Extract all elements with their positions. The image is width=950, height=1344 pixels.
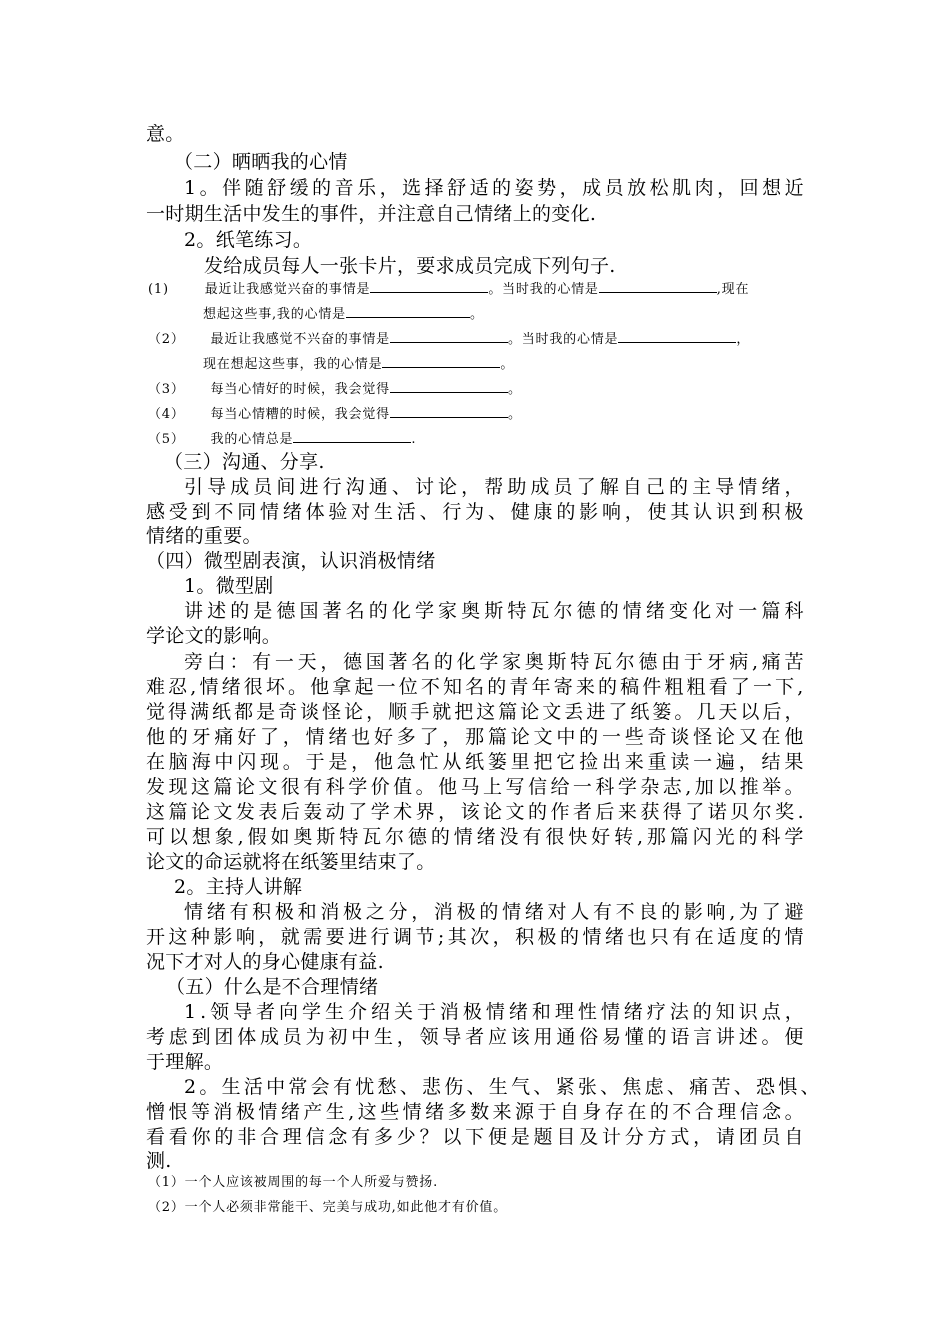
item-text: 最近让我感觉不兴奋的事情是 xyxy=(210,332,390,347)
text-line: 旁 白 ： 有 一 天 ， 德 国 著 名 的 化 学 家 奥 斯 特 瓦 尔 德 由 于 牙 病 , 痛 苦 xyxy=(184,651,804,673)
text-line: 发给成员每人一张卡片，要求成员完成下列句子. xyxy=(204,255,616,277)
text-line: 引 导 成 员 间 进 行 沟 通 、 讨 论 ， 帮 助 成 员 了 解 自 己 的 主 导 情 绪 ， xyxy=(184,476,804,498)
section-heading: 2。主持人讲解 xyxy=(174,876,303,898)
fill-blank[interactable] xyxy=(618,328,736,343)
fill-blank[interactable] xyxy=(293,428,411,443)
fill-blank[interactable] xyxy=(599,278,717,293)
section-heading: （二）晒晒我的心情 xyxy=(174,151,348,173)
section-heading: （五）什么是不合理情绪 xyxy=(166,976,379,998)
card-item-4: （4） 每当心情糟的时候，我会觉得 。 xyxy=(148,403,522,424)
text-line: 情绪的重要。 xyxy=(146,525,262,547)
text-line: 一时期生活中发生的事件，并注意自己情绪上的变化. xyxy=(146,203,597,225)
fill-blank[interactable] xyxy=(390,378,508,393)
text-line: 发 现 这 篇 论 文 很 有 科 学 价 值 。 他 马 上 写 信 给 一 科 学 杂 志 , 加 以 推 举 。 xyxy=(146,776,804,798)
text-line: 他 的 牙 痛 好 了 ， 情 绪 也 好 多 了 ， 那 篇 论 文 中 的 一 些 奇 谈 怪 论 又 在 他 xyxy=(146,726,804,748)
card-item-1: (1) 最近让我感觉兴奋的事情是 。当时我的心情是 ,现在 xyxy=(148,278,749,299)
text-line: 难 忍 , 情 绪 很 坏 。 他 拿 起 一 位 不 知 名 的 青 年 寄 来 的 稿 件 粗 粗 看 了 一 下 , xyxy=(146,676,804,698)
text-line: 憎 恨 等 消 极 情 绪 产 生 , 这 些 情 绪 多 数 来 源 于 自 身 存 在 的 不 合 理 信 念 。 xyxy=(146,1101,804,1123)
item-number: （2） xyxy=(148,332,185,347)
text-line: 测. xyxy=(146,1150,172,1172)
card-item-5: （5） 我的心情总是 . xyxy=(148,428,416,449)
fill-blank[interactable] xyxy=(390,328,508,343)
item-number: （4） xyxy=(148,407,185,422)
section-heading: （四）微型剧表演，认识消极情绪 xyxy=(146,550,436,572)
text-line: 考 虑 到 团 体 成 员 为 初 中 生 ， 领 导 者 应 该 用 通 俗 易 懂 的 语 言 讲 述 。 便 xyxy=(146,1026,804,1048)
text-line: 1。微型剧 xyxy=(184,575,274,597)
belief-item-1: （1）一个人应该被周围的每一个人所爱与赞扬. xyxy=(148,1175,439,1190)
text-line: 学论文的影响。 xyxy=(146,625,282,647)
item-number: (1) xyxy=(148,282,169,297)
text-line: 可 以 想 象 , 假 如 奥 斯 特 瓦 尔 德 的 情 绪 没 有 很 快 好 转 , 那 篇 闪 光 的 科 学 xyxy=(146,826,804,848)
item-text: 每当心情好的时候，我会觉得 xyxy=(210,382,390,397)
text-line: 感 受 到 不 同 情 绪 体 验 对 生 活 、 行 为 、 健 康 的 影 响 ， 使 其 认 识 到 积 极 xyxy=(146,501,804,523)
fill-blank[interactable] xyxy=(370,278,488,293)
text-line: 况下才对人的身心健康有益. xyxy=(146,951,384,973)
text-line: 开 这 种 影 响 ， 就 需 要 进 行 调 节 ; 其 次 ， 积 极 的 情 绪 也 只 有 在 适 度 的 情 xyxy=(146,926,804,948)
text-line: 1 . 领 导 者 向 学 生 介 绍 关 于 消 极 情 绪 和 理 性 情 绪 疗 法 的 知 识 点 ， xyxy=(184,1001,804,1023)
text-line: 1 。 伴 随 舒 缓 的 音 乐 ， 选 择 舒 适 的 姿 势 ， 成 员 放 松 肌 肉 ， 回 想 近 xyxy=(184,177,804,199)
belief-item-2: （2）一个人必须非常能干、完美与成功,如此他才有价值。 xyxy=(148,1200,508,1215)
text-line: 讲 述 的 是 德 国 著 名 的 化 学 家 奥 斯 特 瓦 尔 德 的 情 绪 变 化 对 一 篇 科 xyxy=(184,600,804,622)
section-heading: （三）沟通、分享. xyxy=(164,451,325,473)
text-line: 在 脑 海 中 闪 现 。 于 是 ， 他 急 忙 从 纸 篓 里 把 它 捡 出 来 重 读 一 遍 ， 结 果 xyxy=(146,751,804,773)
card-item-2: （2） 最近让我感觉不兴奋的事情是 。当时我的心情是 ， xyxy=(148,328,750,349)
text-line: 论文的命运就将在纸篓里结束了。 xyxy=(146,851,436,873)
text-line: 情 绪 有 积 极 和 消 极 之 分 ， 消 极 的 情 绪 对 人 有 不 良 的 影 响 , 为 了 避 xyxy=(184,901,804,923)
item-text: 最近让我感觉兴奋的事情是 xyxy=(204,282,371,297)
card-item-1-cont: 想起这些事,我的心情是 。 xyxy=(203,303,484,324)
fill-blank[interactable] xyxy=(346,303,470,318)
text-line: 2 。 生 活 中 常 会 有 忧 愁 、 悲 伤 、 生 气 、 紧 张 、 焦 虑 、 痛 苦 、 恐 惧 、 xyxy=(184,1076,820,1098)
card-item-3: （3） 每当心情好的时候，我会觉得 。 xyxy=(148,378,522,399)
fill-blank[interactable] xyxy=(382,353,500,368)
card-item-2-cont: 现在想起这些事，我的心情是 。 xyxy=(203,353,514,374)
text-line: 意。 xyxy=(146,123,185,145)
text-line: 觉 得 满 纸 都 是 奇 谈 怪 论 ， 顺 手 就 把 这 篇 论 文 丢 进 了 纸 篓 。 几 天 以 后 ， xyxy=(146,701,804,723)
item-text: 每当心情糟的时候，我会觉得 xyxy=(210,407,390,422)
text-line: 2。纸笔练习。 xyxy=(184,229,313,251)
item-number: （3） xyxy=(148,382,185,397)
text-line: 看 看 你 的 非 合 理 信 念 有 多 少 ？ 以 下 便 是 题 目 及 计 分 方 式 ， 请 团 员 自 xyxy=(146,1126,804,1148)
text-line: 于理解。 xyxy=(146,1051,224,1073)
fill-blank[interactable] xyxy=(390,403,508,418)
item-text: 我的心情总是 xyxy=(210,432,294,447)
item-number: （5） xyxy=(148,432,185,447)
text-line: 这 篇 论 文 发 表 后 轰 动 了 学 术 界 ， 该 论 文 的 作 者 后 来 获 得 了 诺 贝 尔 奖 . xyxy=(146,801,804,823)
